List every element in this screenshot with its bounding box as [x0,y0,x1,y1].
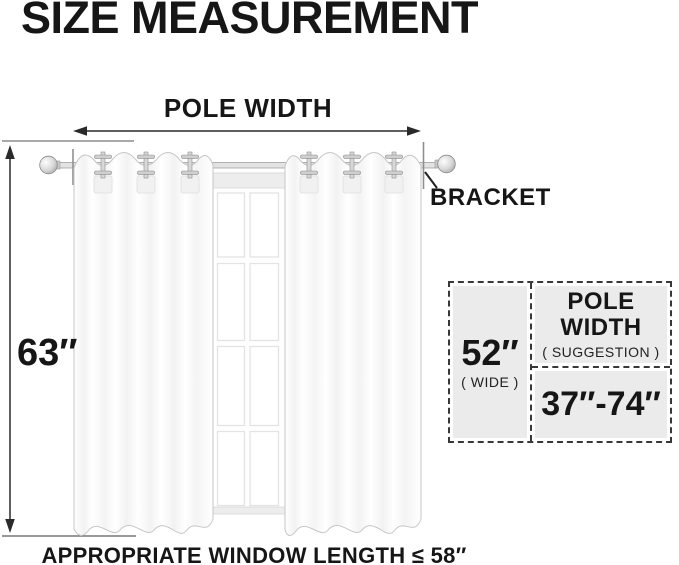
pole-width-heading-cell [532,283,670,368]
pole-width-suggestion-table [448,281,672,443]
table-heading-note: ( SUGGESTION ) [542,344,660,361]
panel-width-value: 52″ [461,331,519,373]
curtain-panel-left [74,153,213,536]
window-sill [208,507,288,514]
table-heading: POLE WIDTH [560,287,642,341]
panel-width-note: ( WIDE ) [461,374,519,391]
window-length-label: APPROPRIATE WINDOW LENGTH ≤ 58″ [41,543,467,565]
page-title: SIZE MEASUREMENT [21,0,479,43]
window [208,173,288,514]
bracket-label: BRACKET [430,184,551,211]
pole-width-range-cell [532,368,670,441]
curtain-length-label: 63″ [17,332,78,374]
pole-width-label: POLE WIDTH [163,93,333,123]
height-measure-arrow [5,145,15,533]
finial-left [40,156,60,174]
curtain-panel-right [285,153,421,536]
pole-width-range-value: 37″-74″ [541,384,661,423]
panel-width-cell [450,283,532,441]
pole-width-measure-arrow [73,126,421,135]
finial-right [435,155,455,173]
